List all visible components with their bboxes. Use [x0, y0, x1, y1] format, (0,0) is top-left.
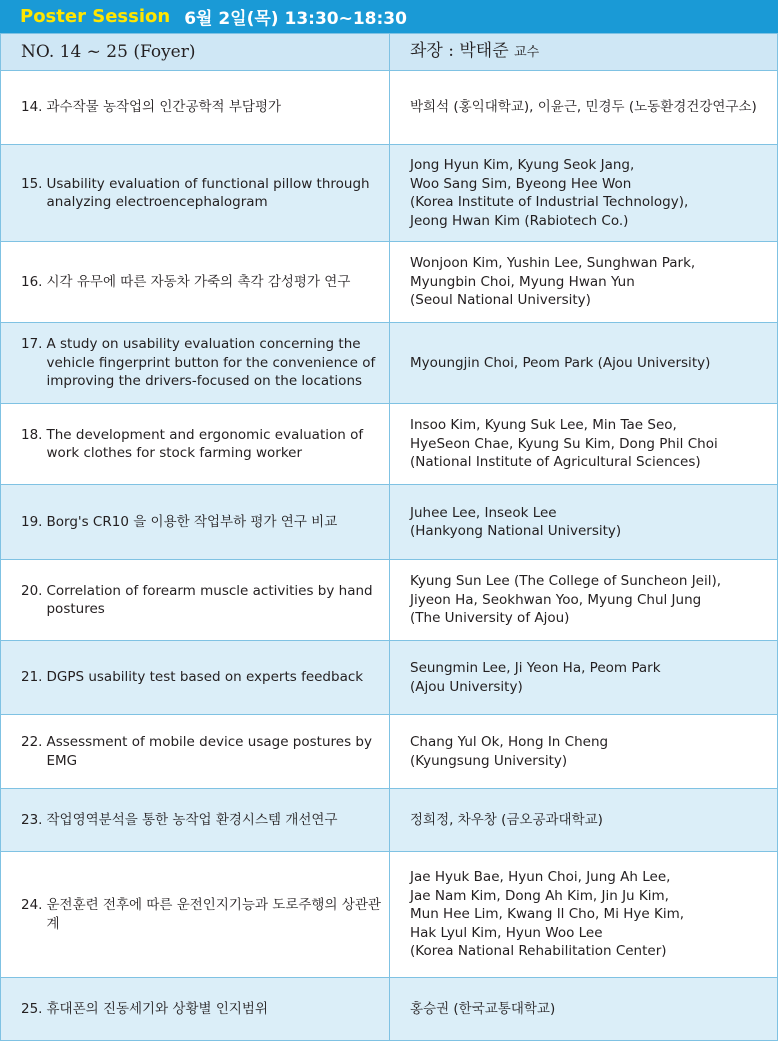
table-row	[1, 789, 778, 852]
paper-number: 24.	[21, 897, 43, 913]
paper-authors: Jong Hyun Kim, Kyung Seok Jang, Woo Sang Sim, Byeong Hee Won (Korea Institute of Industrial Technology), Jeong Hwan Kim (Rabiotech Co.)	[390, 145, 778, 242]
session-number-range: NO. 14 ~ 25 (Foyer)	[1, 34, 390, 71]
paper-title: 시각 유무에 따른 자동차 가죽의 촉각 감성평가 연구	[46, 273, 351, 290]
paper-number: 18.	[21, 426, 43, 443]
paper-authors: Juhee Lee, Inseok Lee (Hankyong National University)	[390, 485, 778, 560]
paper-title-cell	[1, 323, 390, 404]
session-label: Poster Session	[20, 6, 171, 27]
table-header	[1, 34, 778, 71]
paper-authors: Insoo Kim, Kyung Suk Lee, Min Tae Seo, HyeSeon Chae, Kyung Su Kim, Dong Phil Choi (National Institute of Agricultural Sciences)	[390, 404, 778, 485]
paper-number: 16.	[21, 273, 43, 290]
paper-authors: 박희석 (홍익대학교), 이윤근, 민경두 (노동환경건강연구소)	[390, 71, 778, 145]
paper-title: 작업영역분석을 통한 농작업 환경시스템 개선연구	[46, 811, 338, 828]
table-row	[1, 715, 778, 789]
paper-number: 17.	[21, 336, 43, 353]
table-row	[1, 404, 778, 485]
paper-authors: 홍승권 (한국교통대학교)	[390, 978, 778, 1041]
paper-number: 15.	[21, 175, 43, 192]
paper-title-cell	[1, 242, 390, 323]
paper-title-cell	[1, 715, 390, 789]
paper-authors: Seungmin Lee, Ji Yeon Ha, Peom Park (Ajou University)	[390, 641, 778, 715]
paper-authors: 정희정, 차우창 (금오공과대학교)	[390, 789, 778, 852]
paper-title: 운전훈련 전후에 따른 운전인지기능과 도로주행의 상관관계	[46, 897, 381, 932]
chair-name: 좌장 : 박태준	[410, 40, 509, 61]
paper-number: 14.	[21, 99, 43, 116]
table-row	[1, 323, 778, 404]
paper-authors: Myoungjin Choi, Peom Park (Ajou University)	[390, 323, 778, 404]
table-row	[1, 641, 778, 715]
table-row	[1, 978, 778, 1041]
session-banner	[0, 0, 778, 33]
paper-title-cell	[1, 789, 390, 852]
table-row	[1, 852, 778, 978]
session-date: 6월 2일(목) 13:30~18:30	[184, 9, 407, 29]
paper-title-cell	[1, 485, 390, 560]
paper-title: The development and ergonomic evaluation of work clothes for stock farming worker	[46, 426, 364, 461]
chair-cell	[390, 34, 778, 71]
paper-title: A study on usability evaluation concerning the vehicle fingerprint button for the convenience of improving the drivers-focused on the locations	[46, 336, 376, 390]
paper-title: Assessment of mobile device usage postures by EMG	[46, 734, 372, 769]
paper-authors: Wonjoon Kim, Yushin Lee, Sunghwan Park, Myungbin Choi, Myung Hwan Yun (Seoul National University)	[390, 242, 778, 323]
paper-number: 23.	[21, 811, 43, 828]
paper-title: Borg's CR10 을 이용한 작업부하 평가 연구 비교	[46, 513, 338, 530]
poster-table	[0, 33, 778, 1041]
paper-title: Usability evaluation of functional pillow through analyzing electroencephalogram	[46, 175, 370, 210]
paper-title: 과수작물 농작업의 인간공학적 부담평가	[46, 99, 282, 116]
paper-title-cell	[1, 71, 390, 145]
paper-title-cell	[1, 145, 390, 242]
paper-title: 휴대폰의 진동세기와 상황별 인지범위	[46, 1000, 269, 1017]
paper-number: 22.	[21, 734, 43, 750]
paper-number: 25.	[21, 1000, 43, 1017]
paper-title: DGPS usability test based on experts feedback	[46, 669, 364, 686]
table-row	[1, 145, 778, 242]
paper-authors: Chang Yul Ok, Hong In Cheng (Kyungsung University)	[390, 715, 778, 789]
table-row	[1, 560, 778, 641]
paper-number: 21.	[21, 669, 43, 686]
paper-title-cell	[1, 852, 390, 978]
table-row	[1, 485, 778, 560]
paper-title-cell	[1, 560, 390, 641]
paper-title-cell	[1, 641, 390, 715]
table-row	[1, 71, 778, 145]
paper-authors: Kyung Sun Lee (The College of Suncheon Jeil), Jiyeon Ha, Seokhwan Yoo, Myung Chul Jung (The University of Ajou)	[390, 560, 778, 641]
chair-title: 교수	[514, 44, 540, 60]
table-row	[1, 242, 778, 323]
paper-number: 19.	[21, 513, 43, 530]
paper-authors: Jae Hyuk Bae, Hyun Choi, Jung Ah Lee, Jae Nam Kim, Dong Ah Kim, Jin Ju Kim, Mun Hee Lim, Kwang Il Cho, Mi Hye Kim, Hak Lyul Kim, Hyun Woo Lee (Korea National Rehabilitation Center)	[390, 852, 778, 978]
paper-title-cell	[1, 404, 390, 485]
paper-number: 20.	[21, 582, 43, 599]
paper-title: Correlation of forearm muscle activities by hand postures	[46, 582, 373, 617]
paper-title-cell	[1, 978, 390, 1041]
